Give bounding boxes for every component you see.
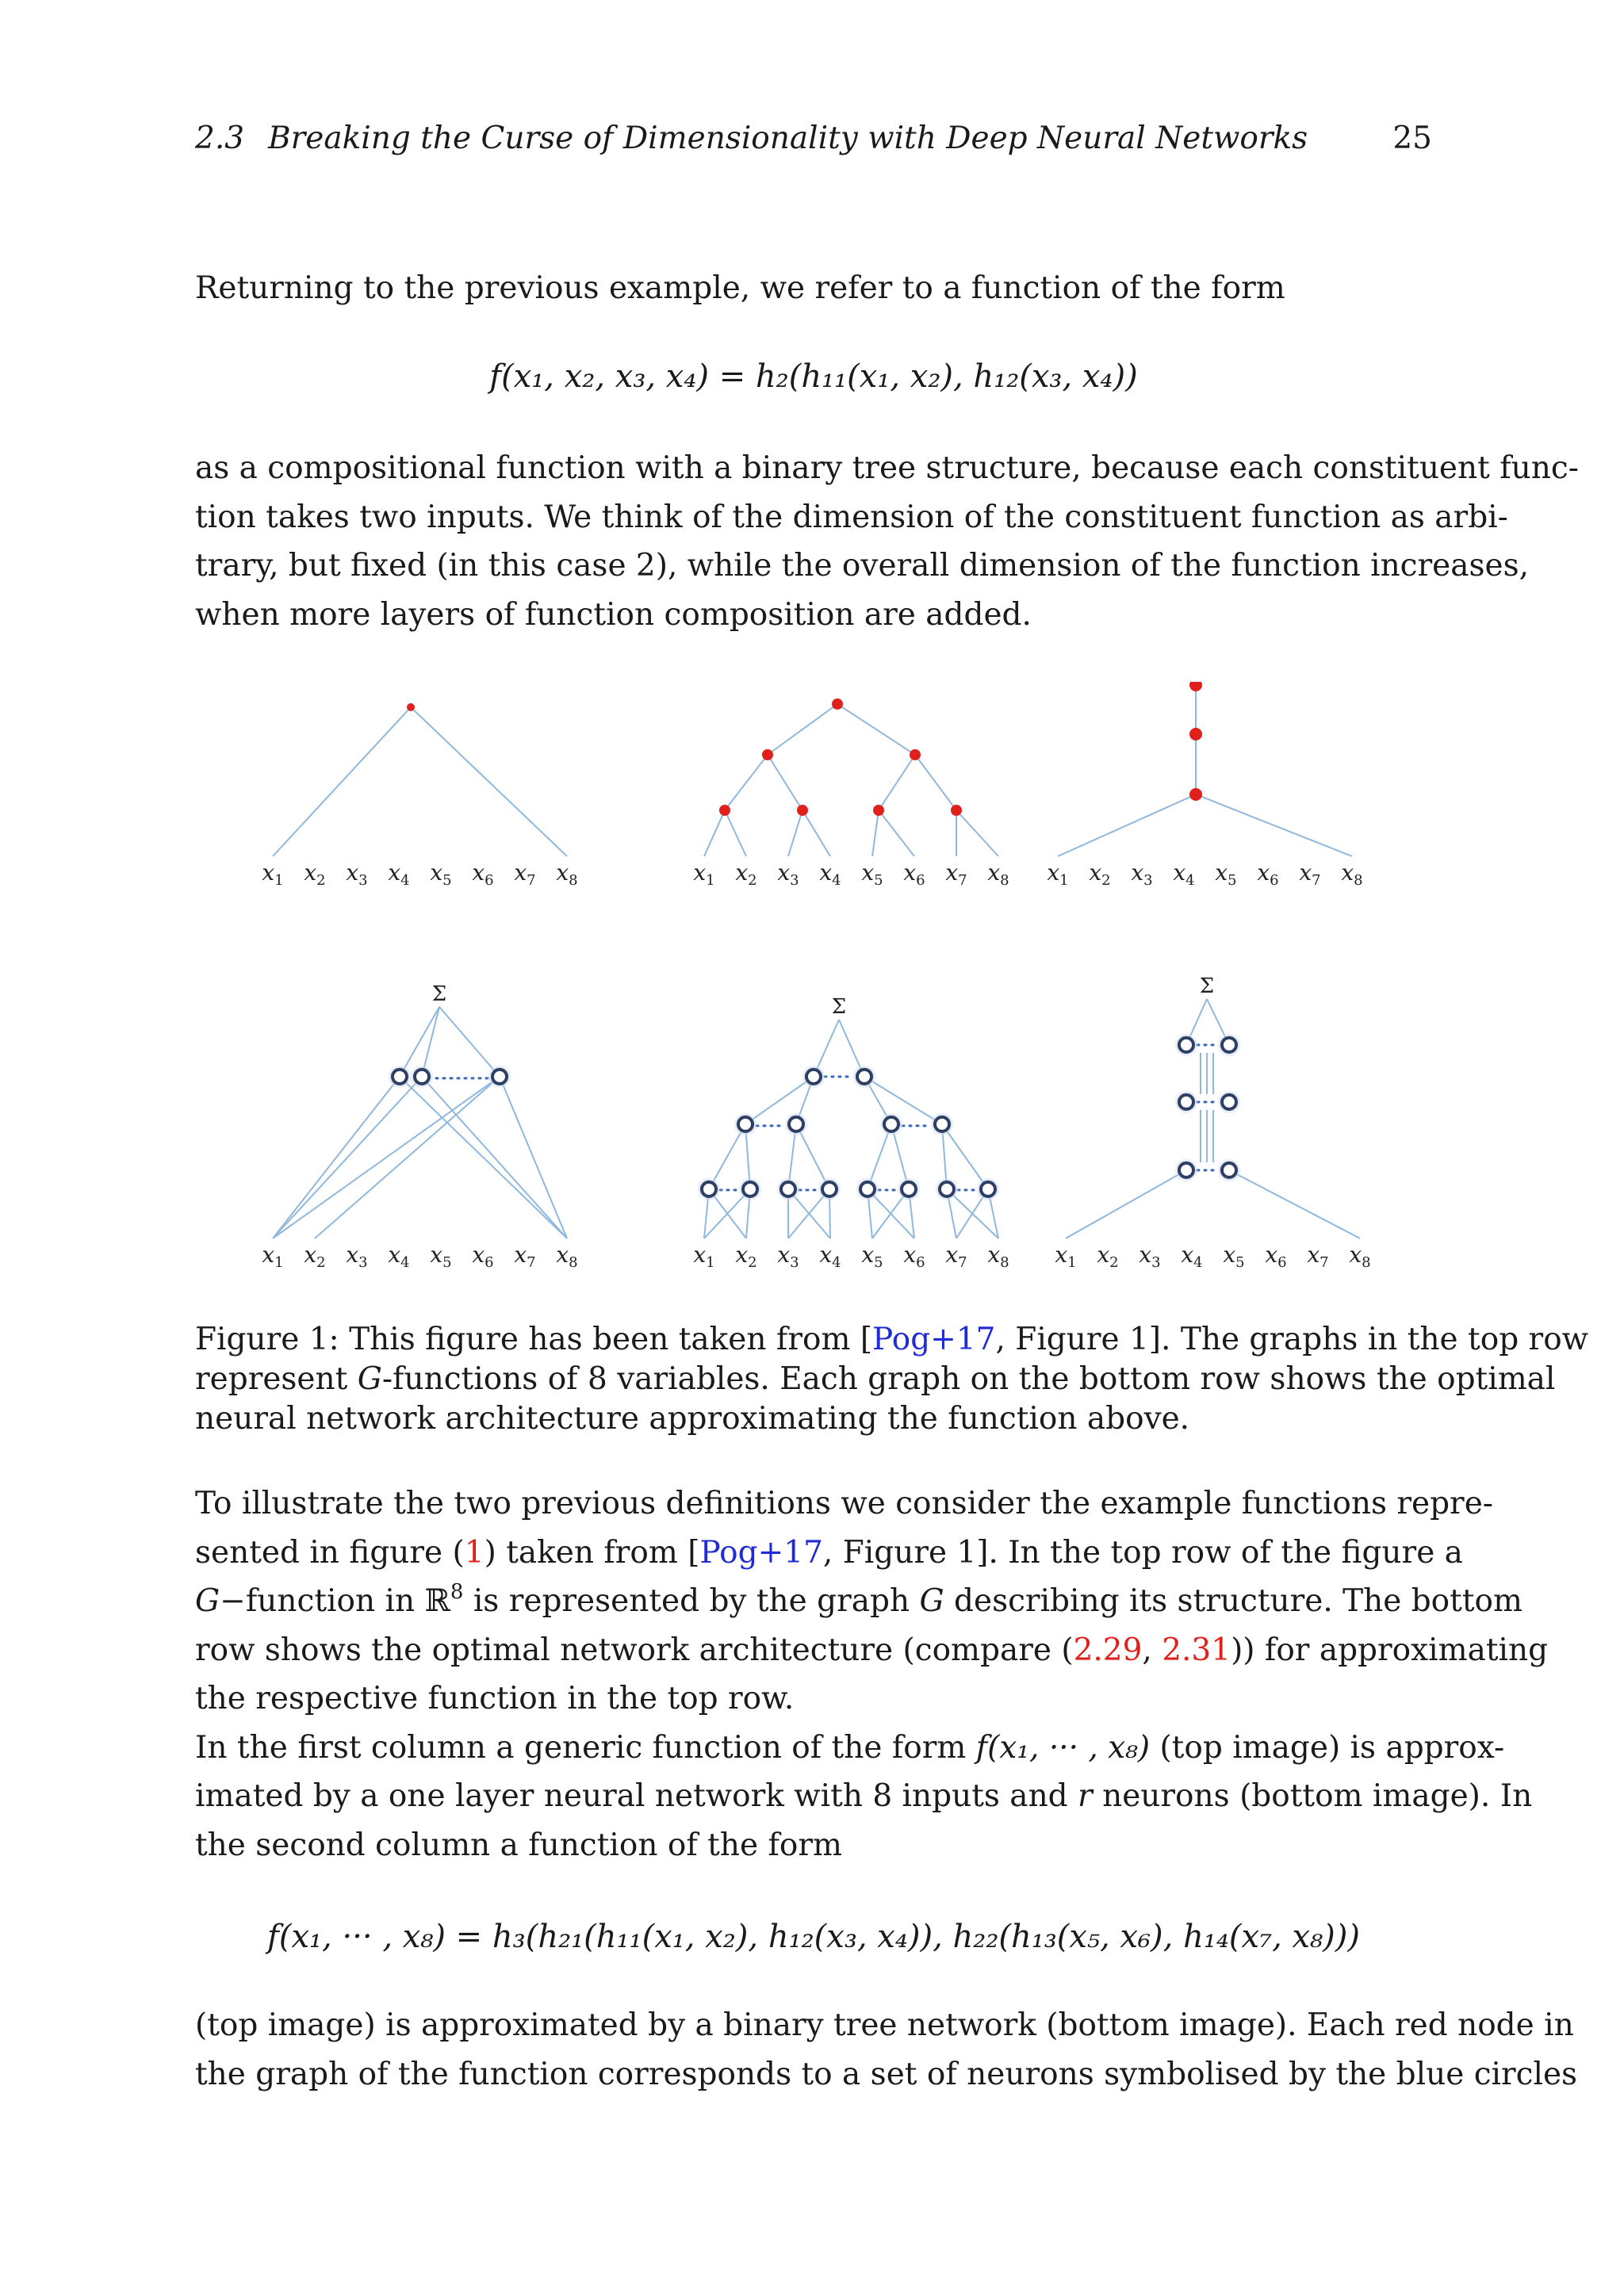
edge-line: [802, 810, 830, 856]
figure-ref-link[interactable]: 1: [464, 1534, 485, 1571]
input-label: $x_7$: [514, 1242, 535, 1269]
input-label-subscript: 8: [569, 872, 578, 889]
text: In the first column a generic function of the form: [195, 1729, 976, 1766]
input-label-subscript: 1: [1067, 1254, 1077, 1269]
red-node: [1189, 682, 1202, 691]
edge-line: [879, 810, 914, 856]
input-label-subscript: 2: [316, 872, 326, 889]
figure-1: [238, 682, 1396, 1269]
input-label-subscript: 3: [358, 1254, 368, 1269]
equation-2: f(x₁, ··· , x₈) = h₃(h₂₁(h₁₁(x₁, x₂), h₁₂(x₃, x₄)), h₂₂(h₁₃(x₅, x₆), h₁₄(x₇, x₈))): [267, 1919, 1360, 1955]
input-label: $x_5$: [1223, 1242, 1244, 1269]
input-label: $x_2$: [735, 1242, 756, 1269]
neuron-node: [1179, 1163, 1193, 1177]
red-node: [407, 703, 415, 711]
input-label-subscript: 3: [790, 1254, 799, 1269]
input-label: $x_5$: [1215, 859, 1237, 889]
input-label-subscript: 5: [1235, 1254, 1245, 1269]
input-label: $x_6$: [472, 1242, 493, 1269]
input-label-subscript: 6: [916, 872, 925, 889]
input-label-subscript: 4: [832, 1254, 841, 1269]
page-number: 25: [1392, 121, 1432, 156]
inline-variable: r: [1078, 1778, 1093, 1814]
edge-line: [411, 707, 567, 856]
paragraph-1-line: trary, but fixed (in this case 2), while the overall dimension of the function increases,: [195, 548, 1530, 584]
citation-link[interactable]: Pog+17: [699, 1534, 823, 1571]
input-label-subscript: 8: [1354, 872, 1363, 889]
edge-line: [1058, 794, 1196, 856]
neuron-node: [492, 1070, 507, 1084]
caption-text: neural network architecture approximating the function above.: [195, 1401, 1190, 1437]
input-label-subscript: 6: [1270, 872, 1279, 889]
edge-line: [788, 810, 802, 856]
edge-line: [768, 704, 837, 755]
calligraphic-g: G: [195, 1583, 220, 1619]
neuron-node: [393, 1070, 407, 1084]
text: imated by a one layer neural network with 8 inputs and: [195, 1778, 1078, 1814]
input-label: $x_1$: [1055, 1242, 1076, 1269]
input-label: $x_8$: [1341, 859, 1363, 889]
text: (top image) is approx-: [1150, 1729, 1505, 1766]
input-label: $x_2$: [735, 859, 757, 889]
input-label-subscript: 2: [1109, 1254, 1119, 1269]
caption-text: Figure 1: This figure has been taken from [: [195, 1322, 873, 1357]
input-label: $x_5$: [861, 1242, 883, 1269]
edge-line: [837, 704, 915, 755]
input-label: $x_1$: [693, 1242, 714, 1269]
input-label: $x_8$: [987, 859, 1009, 889]
paragraph-1: [195, 444, 1579, 639]
input-label: $x_8$: [987, 1242, 1009, 1269]
text: )) for approximating: [1231, 1632, 1549, 1668]
input-label-subscript: 7: [958, 1254, 967, 1269]
input-label-subscript: 8: [1000, 1254, 1009, 1269]
input-label: $x_4$: [1181, 1242, 1202, 1269]
intro-paragraph: [195, 264, 1432, 313]
text: ,: [1142, 1632, 1162, 1668]
neuron-node: [902, 1182, 916, 1196]
neuron-node: [822, 1182, 837, 1196]
neuron-node: [1179, 1038, 1193, 1052]
neuron-node: [789, 1117, 803, 1131]
paragraph-1-line: tion takes two inputs. We think of the dimension of the constituent function as arbi-: [195, 499, 1508, 535]
input-label-subscript: 2: [316, 1254, 326, 1269]
input-label: $x_1$: [693, 859, 715, 889]
edge-line: [768, 755, 802, 810]
input-label-subscript: 4: [1185, 872, 1195, 889]
input-label: $x_6$: [903, 1242, 925, 1269]
input-label-subscript: 1: [706, 872, 715, 889]
calligraphic-g: G: [357, 1361, 382, 1397]
input-label: $x_8$: [1349, 1242, 1370, 1269]
neuron-node: [702, 1182, 716, 1196]
edge-line: [273, 707, 411, 856]
paragraph-2-line: To illustrate the two previous definitions we consider the example functions repre-: [195, 1486, 1493, 1521]
neuron-node: [1222, 1095, 1236, 1109]
input-label: $x_3$: [777, 859, 799, 889]
input-label: $x_6$: [903, 859, 925, 889]
caption-text: represent: [195, 1361, 358, 1397]
sum-symbol: Σ: [831, 995, 847, 1019]
equation-1: f(x₁, x₂, x₃, x₄) = h₂(h₁₁(x₁, x₂), h₁₂(x₃, x₄)): [489, 358, 1138, 395]
text: sented in figure (: [195, 1534, 465, 1571]
neuron-node: [884, 1117, 898, 1131]
input-label-subscript: 7: [958, 872, 967, 889]
input-label: $x_5$: [430, 859, 452, 889]
input-label-subscript: 5: [1228, 872, 1237, 889]
edge-line: [273, 1077, 500, 1238]
input-label-subscript: 8: [1362, 1254, 1371, 1269]
edge-line: [864, 1077, 942, 1124]
input-label-subscript: 3: [1151, 1254, 1161, 1269]
edge-line: [872, 810, 879, 856]
input-label: $x_1$: [262, 859, 284, 889]
input-label: $x_4$: [1173, 859, 1195, 889]
input-label: $x_2$: [1089, 859, 1111, 889]
red-node: [797, 805, 808, 816]
text: neurons (bottom image). In: [1092, 1778, 1533, 1814]
equation-ref-link[interactable]: 2.29: [1073, 1632, 1143, 1668]
caption-text: , Figure 1]. The graphs in the top row: [995, 1322, 1589, 1357]
red-node: [719, 805, 730, 816]
input-label: $x_2$: [304, 1242, 325, 1269]
input-label-subscript: 1: [1059, 872, 1069, 889]
text: row shows the optimal network architecture (compare (: [195, 1632, 1074, 1668]
edge-line: [704, 810, 725, 856]
input-label-subscript: 3: [1143, 872, 1153, 889]
neuron-node: [981, 1182, 995, 1196]
input-label: $x_1$: [1047, 859, 1069, 889]
neuron-node: [935, 1117, 949, 1131]
edge-line: [956, 810, 998, 856]
calligraphic-g: G: [919, 1583, 944, 1619]
red-node: [1189, 788, 1202, 801]
figure-nodes: [388, 682, 1241, 1201]
input-label: $x_5$: [861, 859, 883, 889]
input-label-subscript: 7: [527, 872, 536, 889]
text: , Figure 1]. In the top row of the figure a: [822, 1534, 1463, 1571]
figure-edges: [273, 685, 1363, 1238]
citation-link[interactable]: Pog+17: [872, 1322, 996, 1357]
input-label-subscript: 7: [1320, 1254, 1329, 1269]
input-label-subscript: 3: [790, 872, 799, 889]
intro-text: Returning to the previous example, we refer to a function of the form: [195, 270, 1285, 306]
text: is represented by the graph: [463, 1583, 920, 1619]
input-label: $x_4$: [819, 1242, 841, 1269]
red-node: [762, 749, 773, 760]
input-label: $x_3$: [1139, 1242, 1160, 1269]
input-label: $x_5$: [430, 1242, 451, 1269]
input-label-subscript: 2: [748, 872, 757, 889]
red-node: [951, 805, 962, 816]
neuron-node: [1222, 1038, 1236, 1052]
input-label-subscript: 8: [1000, 872, 1009, 889]
edge-line: [725, 755, 768, 810]
section-number: 2.3: [195, 121, 245, 156]
edge-line: [273, 1077, 422, 1238]
input-label: $x_3$: [346, 1242, 367, 1269]
input-label: $x_4$: [388, 1242, 409, 1269]
input-label: $x_7$: [1299, 859, 1321, 889]
text: describing its structure. The bottom: [944, 1583, 1522, 1619]
input-label-subscript: 1: [706, 1254, 715, 1269]
paragraph-2: [195, 1479, 1549, 1869]
caption-text: -functions of 8 variables. Each graph on the bottom row shows the optimal: [381, 1361, 1556, 1397]
input-label-subscript: 3: [358, 872, 368, 889]
input-label: $x_7$: [514, 859, 536, 889]
input-label-subscript: 4: [400, 1254, 410, 1269]
section-title: Breaking the Curse of Dimensionality with Deep Neural Networks: [268, 121, 1308, 156]
paragraph-2-line: the second column a function of the form: [195, 1827, 842, 1863]
input-label-subscript: 5: [874, 1254, 883, 1269]
superscript: 8: [450, 1580, 464, 1604]
input-label: $x_7$: [945, 1242, 967, 1269]
input-label: $x_6$: [1265, 1242, 1286, 1269]
input-label: $x_4$: [819, 859, 841, 889]
input-label: $x_8$: [556, 1242, 577, 1269]
input-label: $x_8$: [556, 859, 578, 889]
sum-symbol: Σ: [1199, 974, 1215, 998]
input-label: $x_2$: [1097, 1242, 1118, 1269]
edge-line: [439, 1007, 500, 1077]
figure-labels: [262, 859, 1370, 1269]
neuron-node: [940, 1182, 954, 1196]
input-label-subscript: 5: [442, 1254, 452, 1269]
input-label-subscript: 6: [1277, 1254, 1287, 1269]
paragraph-1-line: as a compositional function with a binary tree structure, because each constituent func-: [195, 450, 1579, 486]
neuron-node: [806, 1070, 821, 1084]
equation-ref-link[interactable]: 2.31: [1162, 1632, 1231, 1668]
input-label-subscript: 8: [569, 1254, 578, 1269]
input-label: $x_6$: [472, 859, 494, 889]
edge-line: [915, 755, 956, 810]
red-node: [832, 698, 843, 710]
neuron-node: [738, 1117, 753, 1131]
edge-line: [1196, 794, 1352, 856]
input-label: $x_3$: [346, 859, 368, 889]
input-label-subscript: 5: [442, 872, 452, 889]
neuron-node: [743, 1182, 757, 1196]
input-label: $x_7$: [945, 859, 967, 889]
input-label-subscript: 4: [400, 872, 410, 889]
edge-line: [1229, 1170, 1360, 1238]
input-label: $x_1$: [262, 1242, 283, 1269]
sum-symbol: Σ: [431, 982, 447, 1006]
edge-line: [273, 1077, 400, 1238]
neuron-node: [860, 1182, 875, 1196]
edge-line: [1066, 1170, 1186, 1238]
input-label-subscript: 6: [916, 1254, 925, 1269]
input-label-subscript: 6: [485, 872, 494, 889]
input-label-subscript: 5: [874, 872, 883, 889]
input-label: $x_6$: [1257, 859, 1279, 889]
input-label-subscript: 7: [527, 1254, 536, 1269]
edge-line: [879, 755, 915, 810]
edge-line: [725, 810, 746, 856]
paragraph-2-line: the respective function in the top row.: [195, 1681, 795, 1716]
red-node: [873, 805, 884, 816]
red-node: [910, 749, 921, 760]
text: −function in ℝ: [220, 1583, 450, 1619]
paragraph-3: [195, 2001, 1578, 2099]
edge-line: [500, 1077, 567, 1238]
input-label-subscript: 2: [748, 1254, 757, 1269]
input-label-subscript: 4: [1193, 1254, 1203, 1269]
input-label: $x_4$: [388, 859, 410, 889]
edge-line: [315, 1077, 500, 1238]
input-label-subscript: 1: [274, 872, 284, 889]
inline-formula: f(x₁, ··· , x₈): [975, 1729, 1151, 1766]
neuron-node: [857, 1070, 871, 1084]
input-label-subscript: 2: [1101, 872, 1111, 889]
edge-line: [400, 1077, 567, 1238]
paragraph-3-line: the graph of the function corresponds to a set of neurons symbolised by the blue circles: [195, 2056, 1578, 2092]
running-header: [195, 121, 1432, 168]
text: ) taken from [: [484, 1534, 700, 1571]
input-label: $x_3$: [777, 1242, 799, 1269]
input-label-subscript: 4: [832, 872, 841, 889]
neuron-node: [781, 1182, 795, 1196]
paragraph-1-line: when more layers of function composition are added.: [195, 596, 1032, 633]
input-label: $x_7$: [1307, 1242, 1328, 1269]
red-node: [1189, 728, 1202, 740]
neuron-node: [415, 1070, 429, 1084]
input-label-subscript: 6: [485, 1254, 494, 1269]
neuron-node: [1222, 1163, 1236, 1177]
input-label-subscript: 7: [1312, 872, 1321, 889]
paragraph-3-line: (top image) is approximated by a binary tree network (bottom image). Each red node in: [195, 2007, 1574, 2043]
figure-caption: [195, 1320, 1589, 1439]
input-label: $x_3$: [1131, 859, 1153, 889]
input-label-subscript: 1: [274, 1254, 284, 1269]
neuron-node: [1179, 1095, 1193, 1109]
edge-line: [422, 1077, 567, 1238]
input-label: $x_2$: [304, 859, 326, 889]
